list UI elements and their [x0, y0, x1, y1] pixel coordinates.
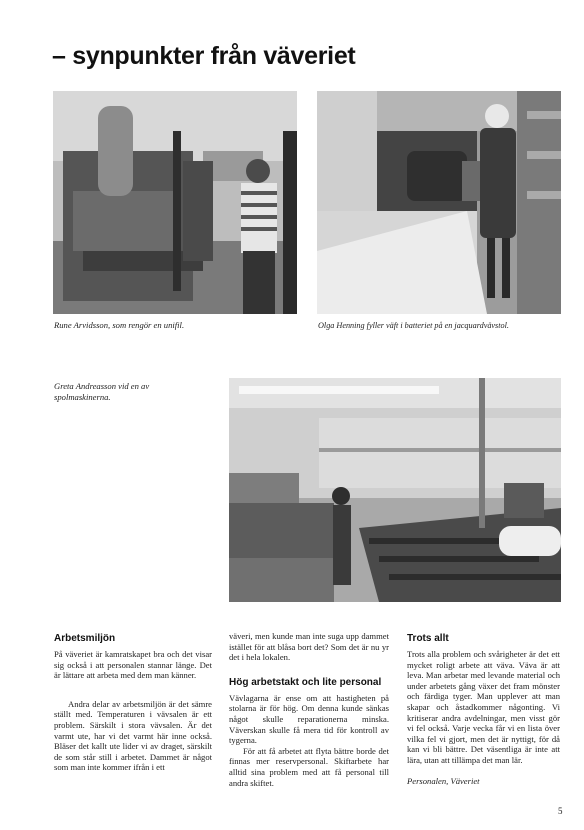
photo-loom-cleaning-image	[53, 91, 297, 314]
paragraph: Andra delar av arbetsmiljön är det sämre ställt med. Temperaturen i vävsalen är ett problem. Särskilt i stora vävsalen. Är det varmt ute, har vi det varmt här inne också. Bläser det kallt ute lider vi av draget, särskilt de som står still i arbetet. Dammet är något som man inte kommer ifrån i ett	[54, 698, 212, 773]
photo-jacquard-loom	[317, 91, 561, 314]
section-heading: Arbetsmiljön	[54, 633, 116, 644]
headline: – synpunkter från väveriet	[52, 42, 356, 70]
photo-caption: Olga Henning fyller väft i batteriet på en jacquardvävstol.	[318, 321, 509, 330]
article-column-3	[407, 633, 560, 786]
section-heading: Trots allt	[407, 633, 449, 644]
signature: Personalen, Väveriet	[407, 775, 480, 786]
photo-spooling-machines	[229, 378, 561, 602]
paragraph: För att få arbetet att flyta bättre borde det finnas mer reservpersonal. Skiftarbete har alltid sina problem med att få personal till andra skiftet.	[229, 745, 389, 788]
article-column-2	[229, 631, 389, 788]
photo-spooling-machines-image	[229, 378, 561, 602]
paragraph: Trots alla problem och svårigheter är det ett mycket roligt arbete att väva. Väva är att leva. Man arbetar med levande material och under arbetets gång växer det fram mönster och färdiga tyger. Man upplever att man skapar och åstadkommer någonting. Vi kritiserar andra avdelningar, men visst gör vi fel också. Varje vecka får vi en lista över vilka fel vi gjort, men det är nyttigt, för då kan vi bli bättre. Det väsentliga är inte att lära, utan att tillämpa det man lär.	[407, 649, 560, 765]
page-number: 5	[558, 806, 563, 816]
photo-caption: Rune Arvidsson, som rengör en unifil.	[54, 320, 185, 330]
paragraph: väveri, men kunde man inte suga upp dammet istället för att blåsa bort det? Som det är nu yr det i hela lokalen.	[229, 631, 389, 663]
photo-loom-cleaning	[53, 91, 297, 314]
photo-jacquard-loom-image	[317, 91, 561, 314]
section-heading: Hög arbetstakt och lite personal	[229, 676, 382, 688]
caption-line: Greta Andreasson vid en av	[54, 381, 150, 391]
paragraph: Vävlagarna är ense om att hastigheten på stolarna är för hög. Om denna kunde sänkas något skulle reparationerna minska. Väverskan skulle få mera tid för kontroll av tygerna.	[229, 692, 389, 746]
paragraph: På väveriet är kamratskapet bra och det visar sig också i att personalen stannar länge. Det är lättare att arbeta med dem man känner.	[54, 649, 212, 681]
article-column-1	[54, 633, 212, 773]
photo-caption	[54, 381, 149, 403]
caption-line: spolmaskinerna.	[54, 392, 111, 402]
